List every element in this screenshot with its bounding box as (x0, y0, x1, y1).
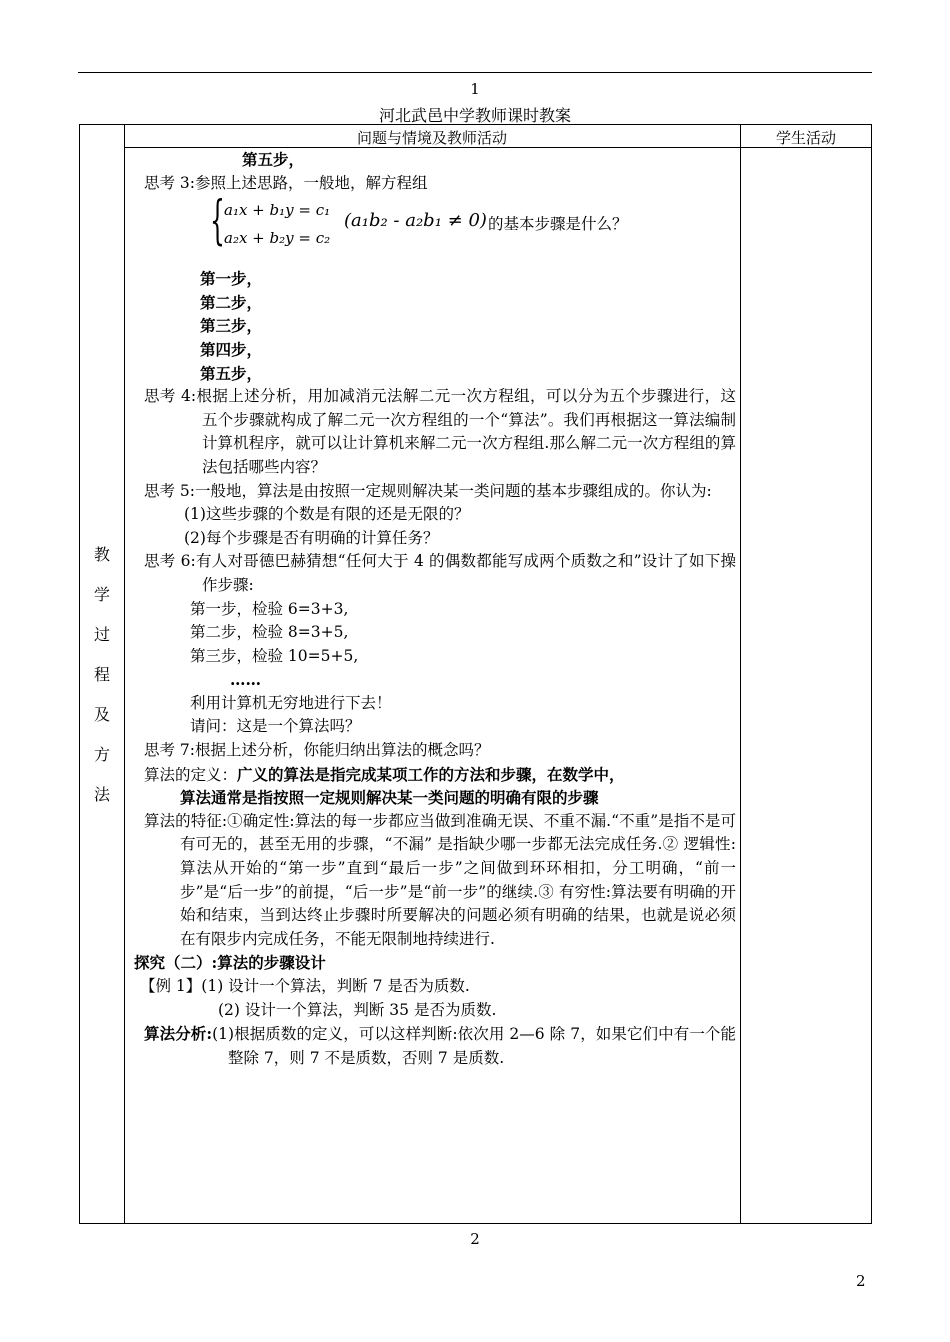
step-line: 第三步， (200, 316, 263, 336)
step-line: 第五步， (242, 150, 305, 169)
definition-text-2: 算法通常是指按照一定规则解决某一类问题的明确有限的步骤 (180, 788, 599, 808)
analysis-label: 算法分析: (144, 1024, 213, 1044)
think-3: 思考 3:参照上述思路，一般地，解方程组 (144, 173, 428, 192)
think-5-question-1: (1)这些步骤的个数是有限的还是无限的？ (184, 505, 470, 524)
main-column-header: 问题与情境及教师活动 (356, 129, 507, 147)
definition-line-1 (124, 763, 736, 787)
side-label-char: 教 (93, 545, 110, 564)
step-line: 第五步， (200, 363, 263, 383)
algorithm-features: 算法的特征:①确定性:算法的每一步都应当做到准确无误、不重不漏.“不重”是指不是可有可无的，甚至无用的步骤，“不漏” 是指缺少哪一步都无法完成任务.② 逻辑性:算法从开始的“第一步”直到“最后一步”之间做到环环相扣，分工明确，“前一步”是“后一步”的前提，“后一步”是“前一步”的继续.③ 有穷性:算法要有明确的开始和结束，当到达终止步骤时所要解决的问题必须有明确的结果，也就是说必须在有限步内完成任务，不能无限制地持续进行. (144, 811, 736, 948)
side-label (80, 535, 124, 815)
student-column-header: 学生活动 (775, 129, 836, 147)
top-page-number: 1 (470, 80, 480, 98)
step-line: 第二步， (200, 292, 263, 312)
goldbach-question: 请问：这是一个算法吗？ (190, 717, 361, 736)
explore-2-heading: 探究（二）:算法的步骤设计 (134, 953, 326, 973)
example-1-part-1: 【例 1】(1) 设计一个算法，判断 7 是否为质数. (140, 977, 470, 995)
equation-system (210, 191, 736, 257)
definition-label: 算法的定义： (144, 765, 238, 784)
equation-2: a₂x + b₂y = c₂ (224, 229, 331, 248)
top-rule (78, 72, 872, 73)
side-label-char: 及 (93, 705, 110, 724)
algorithm-analysis (144, 1022, 736, 1070)
think-4: 思考 4:根据上述分析，用加减消元法解二元一次方程组，可以分为五个步骤进行，这五个步骤就构成了解二元一次方程组的一个“算法”。我们再根据这一算法编制计算机程序，就可以让计算机来解二元一次方程组.那么解二元一次方程组的算法包括哪些内容？ (144, 387, 736, 476)
think-6: 思考 6:有人对哥德巴赫猜想“任何大于 4 的偶数都能写成两个质数之和”设计了如下操作步骤: (144, 552, 736, 594)
think-5-question-2: (2)每个步骤是否有明确的计算任务？ (184, 528, 439, 547)
equation-condition: (a₁b₂ - a₂b₁ ≠ 0) (344, 210, 487, 232)
example-1-part-2: (2) 设计一个算法，判断 35 是否为质数. (218, 1000, 497, 1019)
side-label-char: 程 (93, 665, 110, 684)
step-line: 第一步， (200, 269, 263, 289)
corner-page-number: 2 (856, 1272, 866, 1290)
student-column-divider (740, 125, 741, 1223)
side-label-char: 法 (93, 785, 110, 804)
bottom-page-number: 2 (470, 1230, 480, 1248)
think-5: 思考 5:一般地，算法是由按照一定规则解决某一类问题的基本步骤组成的。你认为: (144, 481, 712, 500)
analysis-text: (1)根据质数的定义，可以这样判断:依次用 2—6 除 7，如果它们中有一个能整除 7，则 7 不是质数，否则 7 是质数. (212, 1025, 736, 1067)
goldbach-step-1: 第一步，检验 6=3+3, (190, 599, 349, 618)
step-line: 第四步， (200, 339, 263, 359)
goldbach-ellipsis: …… (230, 670, 261, 690)
goldbach-loop: 利用计算机无穷地进行下去！ (190, 693, 392, 712)
brace-symbol: { (210, 191, 225, 252)
side-label-char: 过 (93, 625, 110, 644)
goldbach-step-2: 第二步，检验 8=3+5, (190, 623, 349, 642)
equation-1: a₁x + b₁y = c₁ (224, 201, 331, 220)
think-7: 思考 7:根据上述分析，你能归纳出算法的概念吗？ (144, 741, 490, 760)
page-title: 河北武邑中学教师课时教案 (378, 106, 571, 125)
side-label-char: 学 (93, 585, 110, 604)
definition-text-1: 广义的算法是指完成某项工作的方法和步骤，在数学中， (237, 764, 625, 784)
lesson-content (124, 148, 736, 1070)
goldbach-step-3: 第三步，检验 10=5+5, (190, 646, 359, 665)
side-label-char: 方 (93, 745, 110, 764)
equation-suffix: 的基本步骤是什么？ (488, 215, 628, 234)
